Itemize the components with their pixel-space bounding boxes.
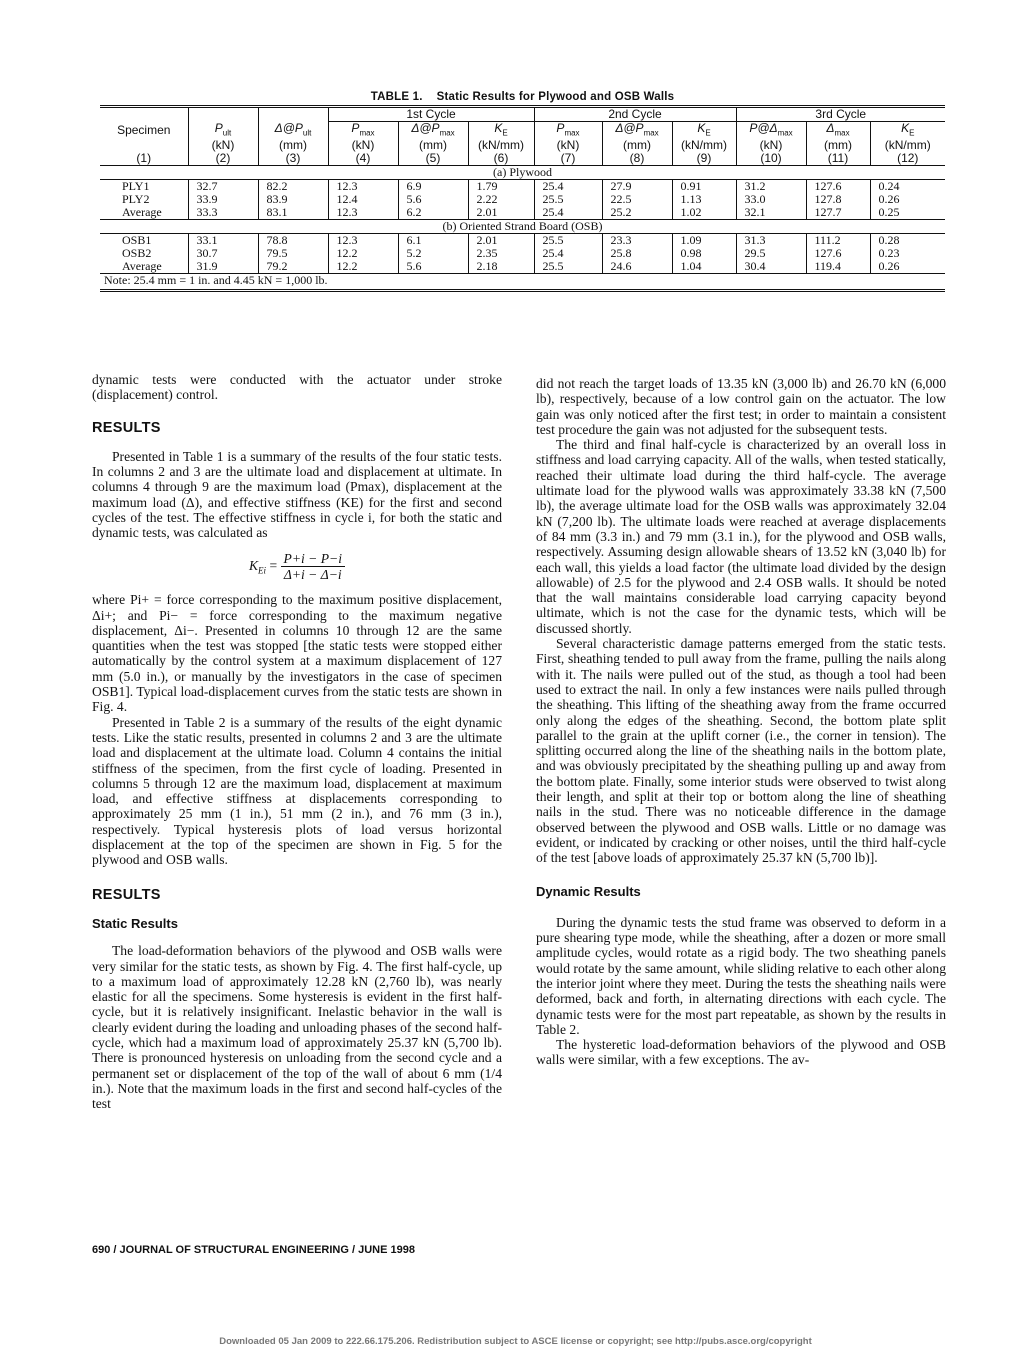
table-cell: 78.8 (258, 234, 328, 248)
table-1 (100, 91, 945, 292)
column-number: (12) (870, 152, 945, 166)
table-cell: 0.23 (870, 247, 945, 260)
table-cell: 79.5 (258, 247, 328, 260)
specimen-cell: PLY1 (122, 179, 150, 194)
equation-denominator: Δ+i − Δ−i (283, 566, 342, 582)
table-cell: 12.4 (328, 193, 398, 206)
table-title (100, 91, 945, 105)
column-symbol: $\Delta@P_{max}$ (602, 122, 672, 140)
subsection-heading: Static Results (92, 915, 178, 931)
table-cell: 6.9 (398, 180, 468, 194)
column-symbol: $P_{max}$ (328, 122, 398, 140)
equation-fraction (281, 551, 345, 583)
column-number: (11) (806, 152, 870, 166)
group-header: 1st Cycle (328, 107, 534, 122)
table-cell: 127.7 (806, 206, 870, 220)
table-cell: 2.01 (468, 234, 534, 248)
table-cell: 1.04 (672, 260, 736, 274)
table-cell: 32.1 (736, 206, 806, 220)
paragraph: did not reach the target loads of 13.35 kN (3,000 lb) and 26.70 kN (6,000 lb), respectively, because of a low control gain on the actuator. The low gain was only noticed after the first test; in order to maintain a consistent test procedure the gain was not adjusted for the subsequent tests. (536, 376, 946, 437)
table-cell: 82.2 (258, 180, 328, 194)
paragraph: Presented in Table 1 is a summary of the results of the four static tests. In columns 2 and 3 are the ultimate load and displacement at ultimate. In columns 4 through 9 are the maximum load (Pmax), displacement at the maximum load (Δ), and effective stiffness (KE) for the first and second cycles of the test. The effective stiffness in cycle i, for both the static and dynamic tests, was calculated as (92, 448, 502, 541)
table-cell: 31.3 (736, 234, 806, 248)
corner-cell (100, 107, 188, 122)
column-unit: (kN) (534, 139, 602, 152)
column-symbol: $\Delta_{max}$ (806, 122, 870, 140)
table-cell: 24.6 (602, 260, 672, 274)
table-cell: 25.4 (534, 206, 602, 220)
table-number: TABLE 1. (370, 91, 423, 103)
table-cell: 30.7 (188, 247, 258, 260)
column-symbol: $P@\Delta_{max}$ (736, 122, 806, 140)
column-number: (7) (534, 152, 602, 166)
column-unit: (kN/mm) (468, 139, 534, 152)
paragraph: where Pi+ = force corresponding to the maximum positive displacement, Δi+; and Pi− = force corresponding to the maximum negative displacement, Δi−. Presented in columns 10 through 12 are the same quantities when the test was stopped [the static tests were stopped either automatically by the control system at a maximum displacement of 127 mm (5.0 in.), or manually by the investigators in the case of specimen OSB1]. Typical load-displacement curves from the static tests are shown in Fig. 4. (92, 592, 502, 715)
paragraph: Presented in Table 2 is a summary of the results of the eight dynamic tests. Like the static results, presented in columns 2 and 3 are the ultimate load and displacement at the ultimate load. Column 4 contains the initial stiffness of the specimen, from the first cycle of loading. Presented in columns 5 through 12 are the maximum load, displacement at maximum load, and effective stiffness at displacements corresponding to approximately 25 mm (1 in.), 51 mm (2 in.), and 76 mm (3 in.), respectively. Typical hysteresis plots of load versus horizontal displacement at the top of the specimen are shown in Fig. 5 for the plywood and OSB walls. (92, 714, 502, 868)
table-cell: 0.98 (672, 247, 736, 260)
column-unit: (kN) (188, 139, 258, 152)
table-row (100, 180, 945, 194)
column-number: (2) (188, 152, 258, 166)
table-cell: 25.4 (534, 180, 602, 194)
column-number: (3) (258, 152, 328, 166)
equation-numerator: P+i − P−i (281, 551, 345, 567)
specimen-cell: Average (122, 205, 162, 220)
column-number: (1) (136, 151, 152, 166)
column-symbol: $K_E$ (870, 122, 945, 140)
group-header: 3rd Cycle (736, 107, 945, 122)
download-notice: Downloaded 05 Jan 2009 to 222.66.175.206. Redistribution subject to ASCE license or copyright; see http://pubs.asce.org/copyright (219, 1336, 812, 1347)
table-cell: 1.79 (468, 180, 534, 194)
table-cell: 111.2 (806, 234, 870, 248)
table-cell: 0.26 (870, 260, 945, 274)
table-cell: 25.5 (534, 193, 602, 206)
left-column (92, 372, 502, 1111)
column-unit: (mm) (806, 139, 870, 152)
table-cell: 30.4 (736, 260, 806, 274)
table-cell: 1.09 (672, 234, 736, 248)
table-cell: 27.9 (602, 180, 672, 194)
column-symbol: $\Delta@P_{ult}$ (258, 122, 328, 140)
table-cell: 31.2 (736, 180, 806, 194)
table-cell: 0.26 (870, 193, 945, 206)
column-number: (10) (736, 152, 806, 166)
paragraph: dynamic tests were conducted with the actuator under stroke (displacement) control. (92, 372, 502, 403)
table-cell: 33.9 (188, 193, 258, 206)
specimen-cell: OSB1 (122, 233, 152, 248)
table-cell: 31.9 (188, 260, 258, 274)
column-unit: (kN/mm) (870, 139, 945, 152)
table-caption: Static Results for Plywood and OSB Walls (436, 91, 675, 103)
table-row (100, 206, 945, 220)
table-cell: 83.1 (258, 206, 328, 220)
table-cell: 25.5 (534, 260, 602, 274)
column-symbol: $P_{max}$ (534, 122, 602, 140)
static-results-table (100, 105, 945, 287)
table-cell: 23.3 (602, 234, 672, 248)
table-cell: 119.4 (806, 260, 870, 274)
table-cell: 12.3 (328, 180, 398, 194)
column-number: (9) (672, 152, 736, 166)
table-cell: 2.22 (468, 193, 534, 206)
table-cell: 83.9 (258, 193, 328, 206)
table-bottom-rule (100, 289, 945, 292)
table-cell: 22.5 (602, 193, 672, 206)
table-cell: 12.2 (328, 247, 398, 260)
paragraph: The third and final half-cycle is characterized by an overall loss in stiffness and load carrying capacity. All of the walls, when tested statically, reached their ultimate load during the third half-cycle. The average ultimate load for the plywood walls was approximately 33.38 kN (7,500 lb), the average ultimate load for the OSB walls was approximately 32.04 kN (7,200 lb). The ultimate loads were reached at average displacements of 84 mm (3.3 in.) and 79 mm (3.1 in.), for the plywood and OSB walls, respectively. Assuming design allowable shears of 13.52 kN (3,040 lb) for each wall, this yields a load factor (the ultimate load divided by the design allowable) of 2.5 for the plywood and 2.4 OSB walls. It should be noted that the wall maintains considerable load carrying capacity beyond ultimate, which is not the case for the dynamic tests, which will be discussed shortly. (536, 437, 946, 636)
specimen-cell: Average (122, 259, 162, 274)
table-cell: 29.5 (736, 247, 806, 260)
paragraph: The hysteretic load-deformation behaviors of the plywood and OSB walls were similar, with a few exceptions. The av- (536, 1037, 946, 1068)
column-number: (6) (468, 152, 534, 166)
subsection-heading: Dynamic Results (536, 883, 641, 899)
section-heading: RESULTS (92, 886, 161, 903)
table-cell: 0.91 (672, 180, 736, 194)
section-heading: RESULTS (92, 419, 161, 436)
table-row (100, 234, 945, 248)
page-footer: 690 / JOURNAL OF STRUCTURAL ENGINEERING / JUNE 1998 (92, 1244, 415, 1256)
table-cell: 5.6 (398, 260, 468, 274)
table-cell: 25.5 (534, 234, 602, 248)
table-cell: 0.24 (870, 180, 945, 194)
right-column (536, 376, 946, 1068)
table-cell: 12.2 (328, 260, 398, 274)
column-symbol: $K_E$ (672, 122, 736, 140)
table-cell: 0.28 (870, 234, 945, 248)
table-cell: 5.6 (398, 193, 468, 206)
column-symbol: $K_E$ (468, 122, 534, 140)
group-header: 2nd Cycle (534, 107, 736, 122)
table-cell: 1.02 (672, 206, 736, 220)
table-cell: 5.2 (398, 247, 468, 260)
paragraph: During the dynamic tests the stud frame was observed to deform in a pure shearing type mode, while the sheathing, after a dozen or more small amplitude cycles, would rotate as a rigid body. The two sheathing panels would rotate by the same amount, while sliding relative to each other along the interior joint where they meet. During the tests the sheathing nails were deformed, back and forth, in alternating directions with each cycle. The dynamic tests were for the most part repeatable, as shown by the results in Table 2. (536, 914, 946, 1037)
column-symbol: Specimen (117, 122, 171, 137)
table-cell: 33.3 (188, 206, 258, 220)
table-cell: 79.2 (258, 260, 328, 274)
column-unit: (mm) (602, 139, 672, 152)
column-unit: (mm) (398, 139, 468, 152)
column-number: (4) (328, 152, 398, 166)
table-cell: 25.8 (602, 247, 672, 260)
column-number: (5) (398, 152, 468, 166)
stiffness-equation: $K_{Ei}$ = $\frac{P+i - P-i}{\Delta+i - \Delta-i}$ (92, 551, 502, 583)
table-cell: 12.3 (328, 206, 398, 220)
column-number: (8) (602, 152, 672, 166)
table-section-label: (a) Plywood (100, 166, 945, 180)
table-cell: 33.0 (736, 193, 806, 206)
column-symbol: $\Delta@P_{max}$ (398, 122, 468, 140)
table-cell: 127.6 (806, 247, 870, 260)
table-cell: 33.1 (188, 234, 258, 248)
table-section-label: (b) Oriented Strand Board (OSB) (100, 220, 945, 234)
table-cell: 6.1 (398, 234, 468, 248)
column-unit: (kN) (736, 139, 806, 152)
table-cell: 25.2 (602, 206, 672, 220)
table-cell: 2.01 (468, 206, 534, 220)
column-unit: (kN) (328, 139, 398, 152)
table-cell: 127.6 (806, 180, 870, 194)
column-unit: (kN/mm) (672, 139, 736, 152)
table-note: Note: 25.4 mm = 1 in. and 4.45 kN = 1,000 lb. (100, 274, 945, 288)
table-cell: 0.25 (870, 206, 945, 220)
table-cell: 127.8 (806, 193, 870, 206)
column-symbol: $P_{ult}$ (188, 122, 258, 140)
table-cell: 32.7 (188, 180, 258, 194)
table-cell: 2.35 (468, 247, 534, 260)
table-cell: 12.3 (328, 234, 398, 248)
table-cell: 1.13 (672, 193, 736, 206)
table-cell: 6.2 (398, 206, 468, 220)
paragraph: Several characteristic damage patterns emerged from the static tests. First, sheathing tended to pull away from the frame, pulling the nails along with it. The nails were pulled out of the stud, as though a tool had been used to extract the nail. In only a few instances were nails pulled through the sheathing. This lifting of the sheathing away from the frame occurred only along the edges of the sheathing. Second, the bottom plate split parallel to the grain at the uplift corner (i.e., the corner in tension). The splitting occurred along the line of the sheathing nails in the bottom plate, and was obviously precipitated by the sheathing pulling up and away from the bottom plate. Finally, some interior studs were observed to twist along their length, and split at their top or bottom along the line of sheathing nails in the stud. There was no noticeable difference in the damage observed between the plywood and OSB walls. Little or no damage was evident, or indicated by cracking or other noises, until the third half-cycle of the test [above loads of approximately 25.37 kN (5,700 lb)]. (536, 636, 946, 866)
table-row (100, 260, 945, 274)
table-cell: 2.18 (468, 260, 534, 274)
paragraph: The load-deformation behaviors of the plywood and OSB walls were very similar for the static tests, as shown by Fig. 4. The first half-cycle, up to a maximum load of approximately 12.28 kN (2,760 lb), was nearly elastic for all the specimens. Some hysteresis is evident in the first half-cycle, but it is relatively insignificant. Inelastic behavior in the wall is clearly evident during the loading and unloading phases of the second half-cycle, which had a maximum load of approximately 25.37 kN (5,700 lb). There is pronounced hysteresis on unloading from the second cycle and a permanent set or displacement of the top of the wall of about 6 mm (1/4 in.). Note that the maximum loads in the first and second half-cycles of the test (92, 943, 502, 1112)
specimen-cell: OSB2 (122, 246, 152, 261)
table-cell: 25.4 (534, 247, 602, 260)
specimen-cell: PLY2 (122, 192, 150, 207)
column-unit: (mm) (258, 139, 328, 152)
